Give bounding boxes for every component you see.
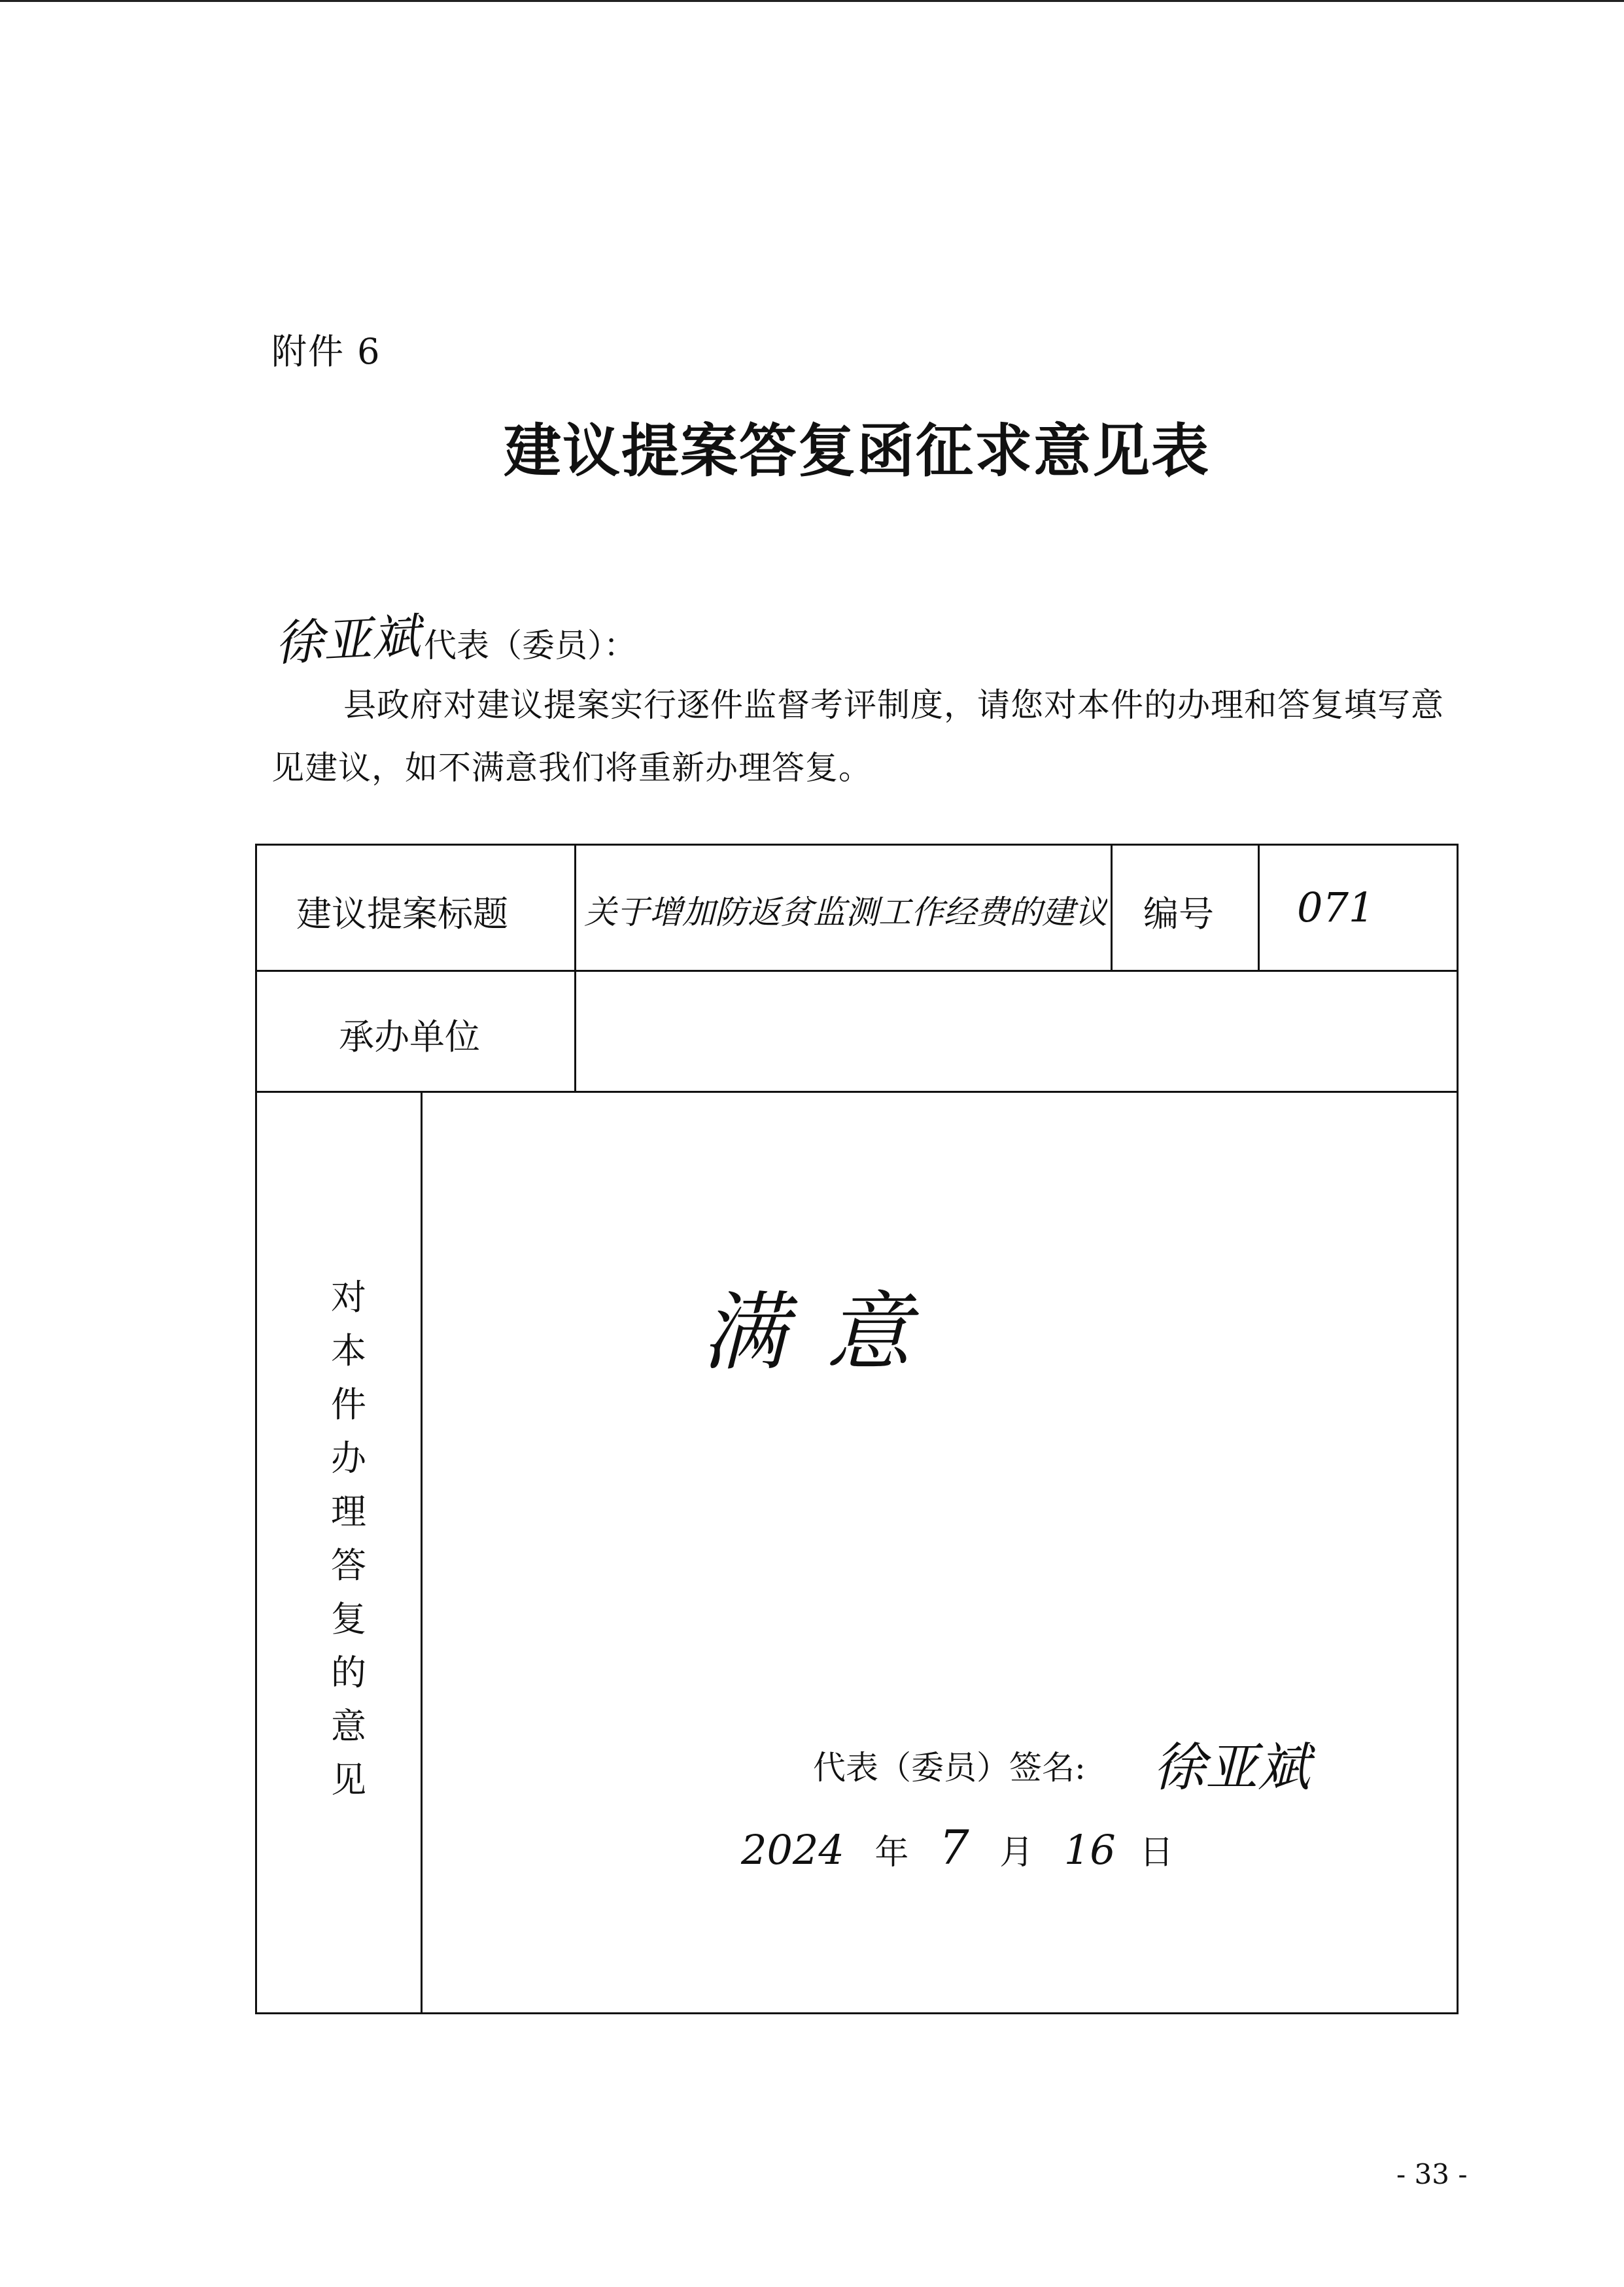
signature-label: 代表（委员）签名:: [813, 1749, 1086, 1787]
number-label: 编号: [1143, 893, 1214, 935]
date-year-label: 年: [874, 1833, 909, 1872]
proposal-title-label: 建议提案标题: [296, 893, 508, 935]
handling-unit-label: 承办单位: [339, 1016, 480, 1058]
table-col-divider: [421, 1091, 423, 2012]
proposal-title-value: 关于增加防返贫监测工作经费的建议: [584, 893, 1107, 931]
page-number: - 33 -: [1396, 2158, 1468, 2190]
opinion-form-table: [255, 844, 1459, 2014]
handwritten-signature: 徐亚斌: [1153, 1737, 1310, 1798]
top-border-line: [0, 0, 1624, 2]
table-row-divider: [257, 1091, 1457, 1093]
number-value: 071: [1297, 884, 1375, 931]
date-month: 7: [939, 1820, 969, 1875]
salutation: [275, 602, 636, 671]
instruction-paragraph: 县政府对建议提案实行逐件监督考评制度，请您对本件的办理和答复填写意见建议，如不满意我们将重新办理答复。: [271, 686, 1444, 787]
date-day-label: 日: [1139, 1833, 1174, 1872]
table-col-divider: [1258, 846, 1260, 970]
signature-date: [741, 1820, 1173, 1875]
table-col-divider: [574, 846, 576, 1091]
date-year: 2024: [741, 1826, 844, 1874]
salutation-suffix: 代表（委员）：: [424, 627, 636, 664]
handwritten-opinion: 满意: [702, 1282, 951, 1382]
table-col-divider: [1111, 846, 1113, 970]
table-row-divider: [257, 970, 1457, 972]
date-month-label: 月: [999, 1833, 1034, 1872]
date-day: 16: [1063, 1826, 1116, 1874]
attachment-label: 附件 6: [271, 331, 381, 372]
page-title: 建议提案答复函征求意见表: [503, 417, 1210, 485]
opinion-label: 对本件办理答复的意见: [331, 1277, 366, 1800]
handwritten-representative-name: 徐亚斌: [273, 608, 422, 672]
